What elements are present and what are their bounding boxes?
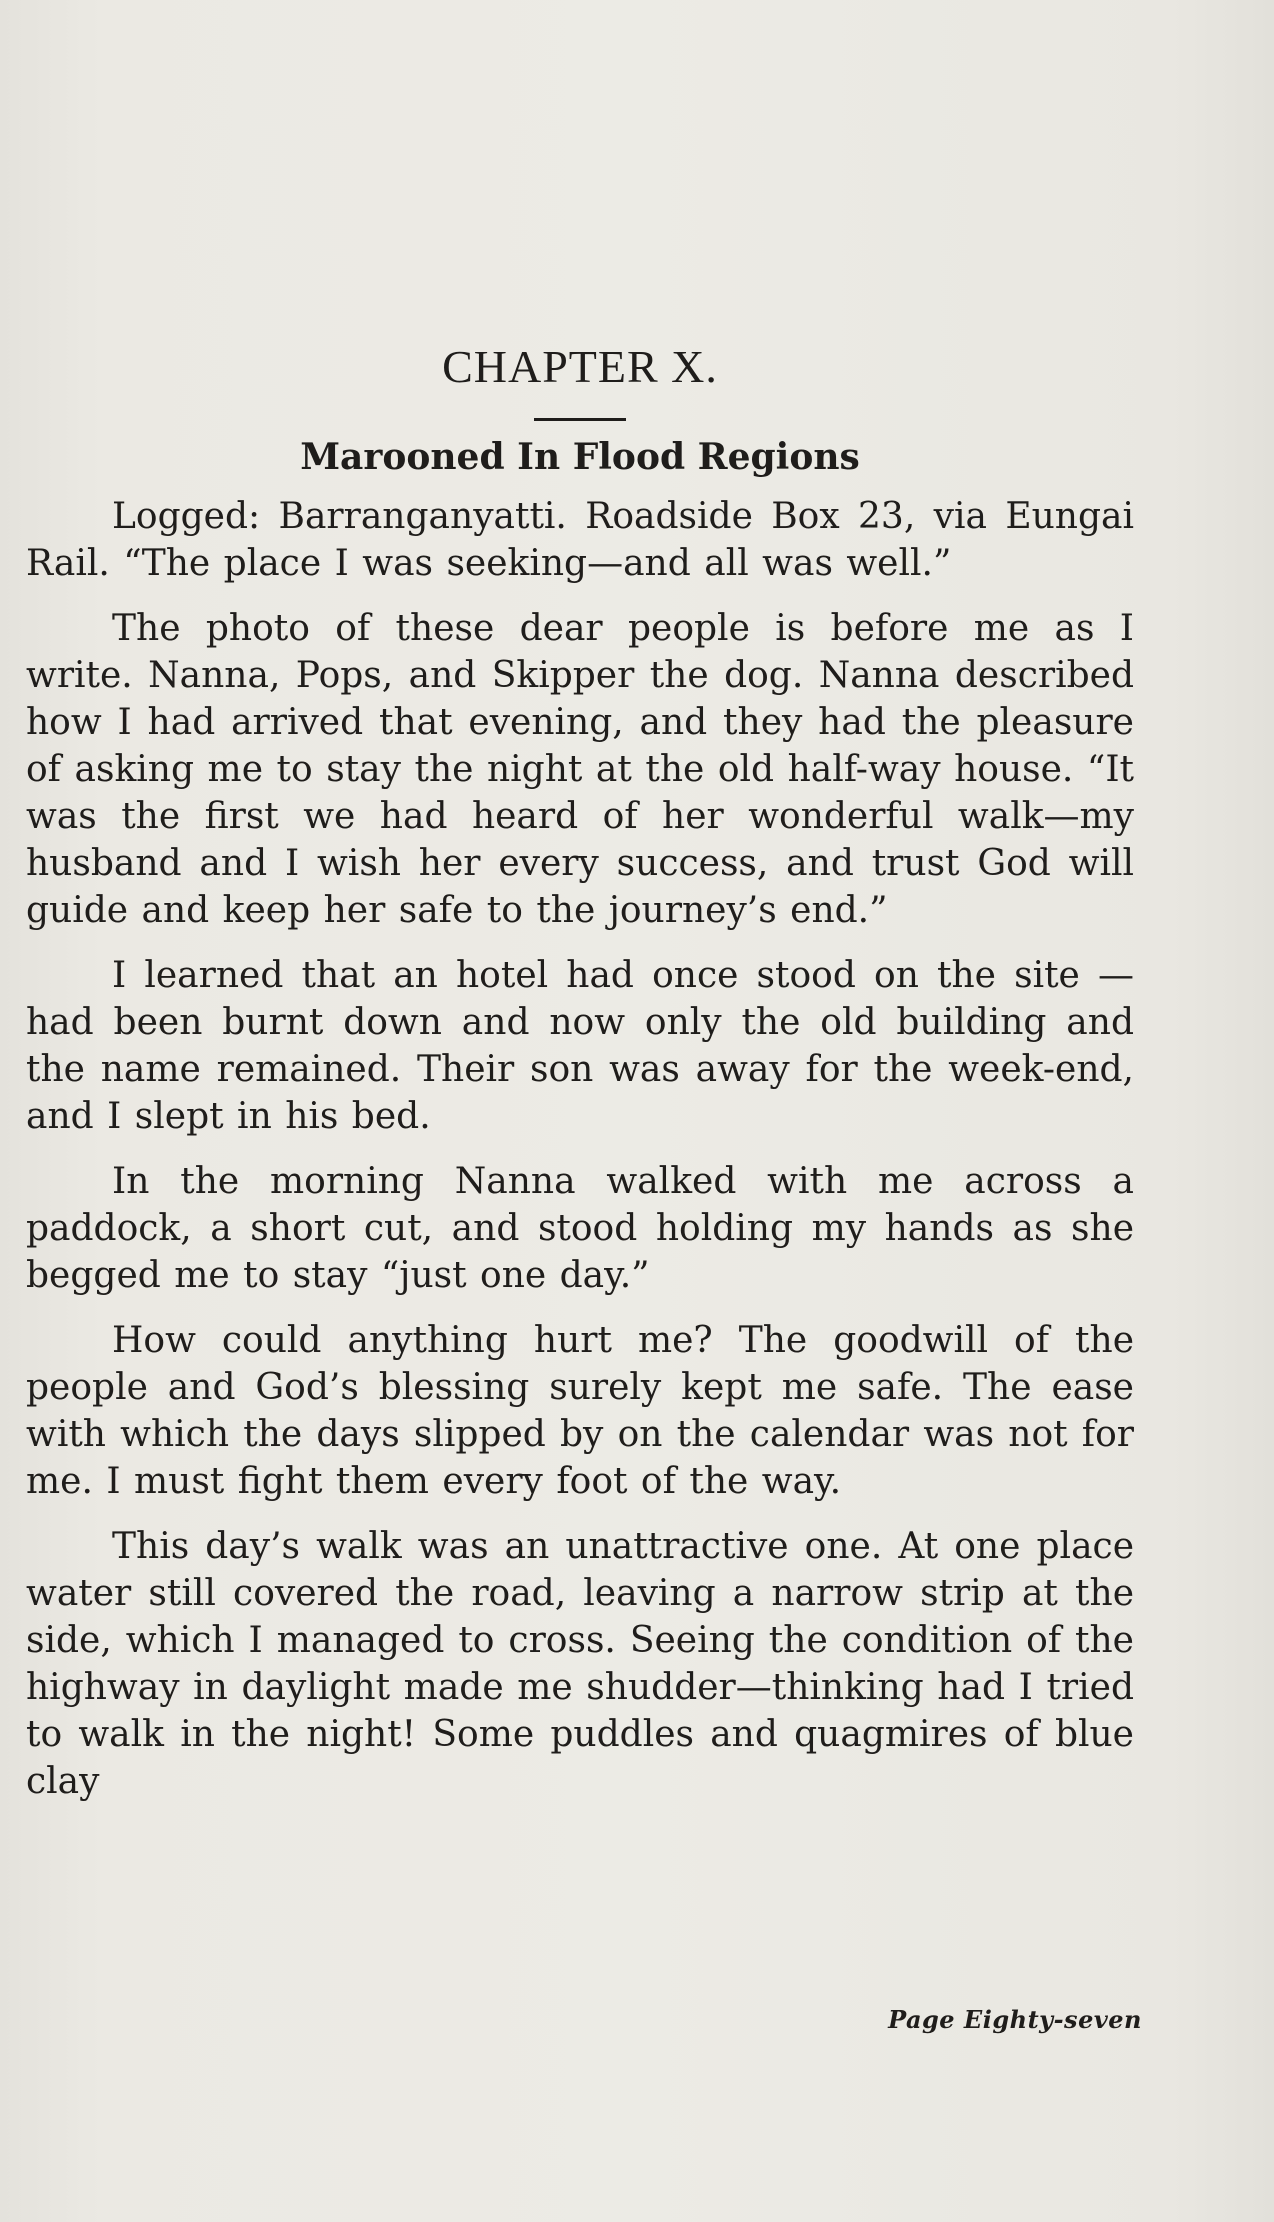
paragraph-5: How could anything hurt me? The goodwill of the people and God’s blessing surely kept me safe. The ease with which the days slipped by on the calendar was not for me. I must fight them every foot of the way.	[26, 1320, 1134, 1502]
heading-rule	[534, 418, 626, 421]
paragraph-2: The photo of these dear people is before me as I write. Nanna, Pops, and Skipper the dog. Nanna described how I had arrived that evening, and they had the pleasure of asking me to stay the night at the old half-way house. “It was the first we had heard of her wonderful walk—my husband and I wish her every success, and trust God will guide and keep her safe to the journey’s end.”	[26, 608, 1134, 931]
chapter-title: Marooned In Flood Regions	[300, 436, 860, 478]
chapter-heading: CHAPTER X.	[442, 341, 718, 392]
page-number: Page Eighty-seven	[888, 2005, 1142, 2034]
page-body	[26, 340, 1134, 1823]
paragraph-4: In the morning Nanna walked with me across a paddock, a short cut, and stood holding my hands as she begged me to stay “just one day.”	[26, 1161, 1134, 1296]
paragraph-1: Logged: Barranganyatti. Roadside Box 23, via Eungai Rail. “The place I was seeking—and all was well.”	[26, 496, 1134, 584]
paragraph-6: This day’s walk was an unattractive one. At one place water still covered the road, leaving a narrow strip at the side, which I managed to cross. Seeing the condition of the highway in daylight made me shudder—thinking had I tried to walk in the night! Some puddles and quagmires of blue clay	[26, 1526, 1134, 1802]
paragraph-3: I learned that an hotel had once stood on the site —had been burnt down and now only the old building and the name remained. Their son was away for the week-end, and I slept in his bed.	[26, 955, 1134, 1137]
